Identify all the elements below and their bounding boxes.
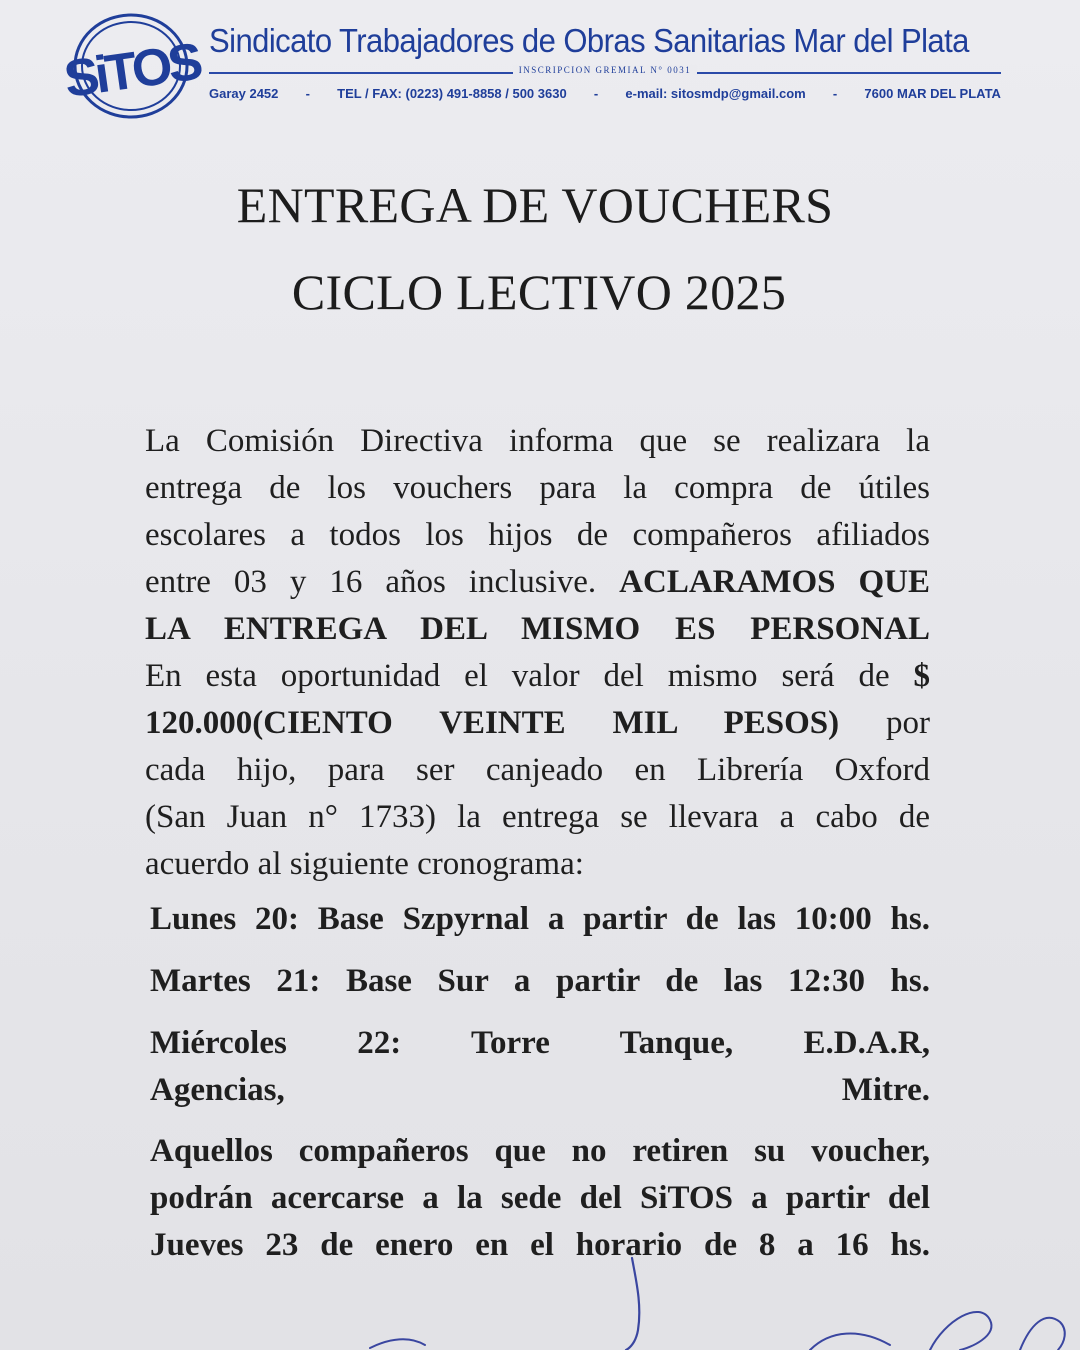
schedule-wednesday: Miércoles 22: Torre Tanque, E.D.A.R, Agencias, Mitre. <box>150 1025 930 1108</box>
currency-symbol: $ <box>913 658 930 694</box>
body-line <box>145 606 930 653</box>
address: Garay 2452 <box>209 86 279 101</box>
logo-text: SiTOS <box>60 32 203 110</box>
title-line-1: ENTREGA DE VOUCHERS <box>236 177 834 233</box>
email: e-mail: sitosmdp@gmail.com <box>625 86 806 101</box>
contact-line <box>209 86 1001 101</box>
body-line: 120.000(CIENTO VEINTE MIL PESOS) por <box>145 705 930 741</box>
title-line-2: CICLO LECTIVO 2025 <box>291 264 787 320</box>
schedule-monday: Lunes 20: Base Szpyrnal a partir de las 10:00 hs. <box>150 901 930 937</box>
phone: TEL / FAX: (0223) 491-8858 / 500 3630 <box>337 86 567 101</box>
registry-number: INSCRIPCION GREMIAL N° 0031 <box>209 65 1001 75</box>
body-line: escolares a todos los hijos de compañeros afiliados <box>145 517 930 553</box>
body-line: (San Juan n° 1733) la entrega se llevara a cabo de <box>145 799 930 835</box>
handwritten-signature <box>330 1250 1080 1350</box>
closing-note: Aquellos compañeros que no retiren su voucher, podrán acercarse a la sede del SiTOS a partir del Jueves 23 de enero en el horario de 8 a 16 hs. <box>150 1133 930 1263</box>
separator: - <box>832 86 838 101</box>
announcement-body <box>145 418 930 888</box>
body-line: entrega de los vouchers para la compra de útiles <box>145 470 930 506</box>
emphasis-text: ACLARAMOS QUE <box>619 564 930 600</box>
body-line: En esta oportunidad el valor del mismo será de $ <box>145 658 930 694</box>
body-line: acuerdo al siguiente cronograma: <box>145 846 584 882</box>
sitos-logo <box>60 12 203 120</box>
voucher-amount: 120.000(CIENTO VEINTE MIL PESOS) <box>145 705 840 741</box>
body-line: cada hijo, para ser canjeado en Librería Oxford <box>145 752 930 788</box>
emphasis-text: LA ENTREGA DEL MISMO ES PERSONAL <box>145 611 930 647</box>
body-line: La Comisión Directiva informa que se realizara la <box>145 423 930 459</box>
separator: - <box>305 86 310 101</box>
separator: - <box>593 86 599 101</box>
body-line: entre 03 y 16 años inclusive. ACLARAMOS QUE <box>145 564 930 600</box>
schedule-tuesday: Martes 21: Base Sur a partir de las 12:30 hs. <box>150 963 930 999</box>
city: 7600 MAR DEL PLATA <box>864 86 1001 101</box>
organization-name: Sindicato Trabajadores de Obras Sanitarias Mar del Plata <box>209 22 969 59</box>
